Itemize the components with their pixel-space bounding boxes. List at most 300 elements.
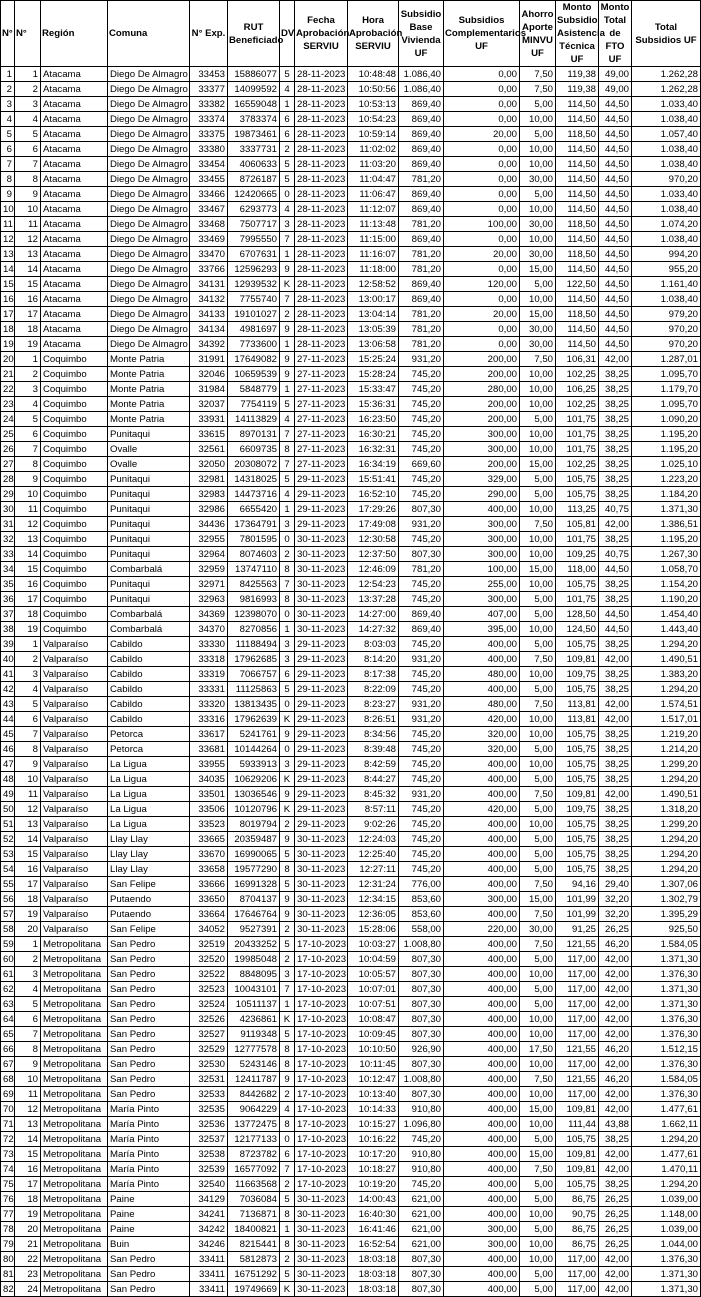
cell-comuna: Ovalle: [108, 442, 190, 457]
cell-fecha: 17-10-2023: [295, 1057, 348, 1072]
cell-ahorro: 5,00: [520, 1222, 556, 1237]
cell-fecha: 30-11-2023: [295, 832, 348, 847]
cell-total: 1.154,20: [632, 577, 701, 592]
cell-fecha: 30-11-2023: [295, 1282, 348, 1297]
cell-dv: 1: [280, 247, 295, 262]
cell-dv: 2: [280, 1177, 295, 1192]
cell-rut: 5243146: [228, 1057, 280, 1072]
table-row: [1, 922, 701, 937]
cell-subsidio-base: 807,30: [399, 967, 444, 982]
cell-subsidio-base: 807,30: [399, 982, 444, 997]
cell-total: 1.294,20: [632, 637, 701, 652]
cell-subsidios-complementarios: 120,00: [444, 277, 520, 292]
cell-comuna: San Felipe: [108, 877, 190, 892]
cell-subsidios-complementarios: 0,00: [444, 142, 520, 157]
cell-exp: 32531: [190, 1072, 228, 1087]
cell-total: 1.294,20: [632, 832, 701, 847]
cell-index: 25: [1, 427, 15, 442]
cell-subsidios-complementarios: 400,00: [444, 997, 520, 1012]
cell-comuna: Diego De Almagro: [108, 277, 190, 292]
cell-fto: 38,25: [599, 592, 632, 607]
cell-exp: 32536: [190, 1117, 228, 1132]
cell-exp: 34134: [190, 322, 228, 337]
cell-fto: 42,00: [599, 787, 632, 802]
cell-fecha: 28-11-2023: [295, 157, 348, 172]
cell-fecha: 29-11-2023: [295, 652, 348, 667]
cell-hora: 16:40:30: [348, 1207, 399, 1222]
cell-dv: 7: [280, 577, 295, 592]
cell-hora: 12:34:15: [348, 892, 399, 907]
cell-index: 30: [1, 502, 15, 517]
cell-ahorro: 5,00: [520, 97, 556, 112]
cell-total: 994,20: [632, 247, 701, 262]
cell-total: 1.038,40: [632, 157, 701, 172]
cell-asistencia-tecnica: 114,50: [556, 142, 599, 157]
cell-comuna: Diego De Almagro: [108, 112, 190, 127]
cell-dv: 1: [280, 502, 295, 517]
table-row: [1, 1057, 701, 1072]
cell-comuna: Punitaqui: [108, 517, 190, 532]
cell-asistencia-tecnica: 102,25: [556, 367, 599, 382]
cell-total: 1.057,40: [632, 127, 701, 142]
cell-subsidio-base: 807,30: [399, 952, 444, 967]
cell-fecha: 30-11-2023: [295, 1267, 348, 1282]
cell-hora: 12:37:50: [348, 547, 399, 562]
cell-region-index: 6: [15, 427, 41, 442]
table-row: [1, 1087, 701, 1102]
cell-ahorro: 10,00: [520, 1207, 556, 1222]
cell-asistencia-tecnica: 105,75: [556, 847, 599, 862]
cell-region: Atacama: [41, 337, 108, 352]
cell-subsidio-base: 745,20: [399, 817, 444, 832]
cell-exp: 33670: [190, 847, 228, 862]
cell-region-index: 3: [15, 97, 41, 112]
cell-hora: 15:51:41: [348, 472, 399, 487]
cell-dv: K: [280, 802, 295, 817]
cell-ahorro: 15,00: [520, 562, 556, 577]
cell-asistencia-tecnica: 114,50: [556, 232, 599, 247]
cell-total: 1.371,30: [632, 502, 701, 517]
cell-fto: 42,00: [599, 997, 632, 1012]
cell-fecha: 28-11-2023: [295, 217, 348, 232]
cell-dv: 8: [280, 592, 295, 607]
cell-fto: 42,00: [599, 982, 632, 997]
cell-fto: 44,50: [599, 337, 632, 352]
cell-rut: 13747110: [228, 562, 280, 577]
cell-region-index: 2: [15, 82, 41, 97]
cell-exp: 33665: [190, 832, 228, 847]
cell-asistencia-tecnica: 118,50: [556, 127, 599, 142]
cell-fecha: 27-11-2023: [295, 442, 348, 457]
cell-ahorro: 5,00: [520, 982, 556, 997]
cell-fecha: 29-11-2023: [295, 787, 348, 802]
cell-hora: 13:04:14: [348, 307, 399, 322]
cell-total: 1.262,28: [632, 67, 701, 82]
cell-region: Coquimbo: [41, 562, 108, 577]
cell-ahorro: 10,00: [520, 712, 556, 727]
cell-asistencia-tecnica: 101,99: [556, 892, 599, 907]
cell-fto: 49,00: [599, 82, 632, 97]
cell-fecha: 17-10-2023: [295, 1087, 348, 1102]
cell-comuna: María Pinto: [108, 1132, 190, 1147]
cell-subsidios-complementarios: 0,00: [444, 292, 520, 307]
cell-region-index: 1: [15, 937, 41, 952]
col-header-dv: DV: [280, 1, 295, 67]
cell-comuna: Cabildo: [108, 652, 190, 667]
cell-index: 10: [1, 202, 15, 217]
cell-ahorro: 10,00: [520, 367, 556, 382]
cell-fto: 44,50: [599, 97, 632, 112]
cell-fto: 42,00: [599, 952, 632, 967]
cell-rut: 19985048: [228, 952, 280, 967]
cell-region-index: 11: [15, 1087, 41, 1102]
cell-subsidio-base: 869,40: [399, 292, 444, 307]
cell-fto: 26,25: [599, 1237, 632, 1252]
cell-rut: 10511137: [228, 997, 280, 1012]
cell-subsidio-base: 869,40: [399, 97, 444, 112]
table-row: [1, 187, 701, 202]
cell-dv: 1: [280, 97, 295, 112]
table-row: [1, 637, 701, 652]
cell-exp: 33658: [190, 862, 228, 877]
cell-index: 56: [1, 892, 15, 907]
cell-region: Atacama: [41, 202, 108, 217]
cell-total: 1.294,20: [632, 772, 701, 787]
cell-subsidios-complementarios: 400,00: [444, 1192, 520, 1207]
cell-fecha: 17-10-2023: [295, 1042, 348, 1057]
cell-region: Atacama: [41, 277, 108, 292]
cell-dv: 7: [280, 982, 295, 997]
cell-dv: 8: [280, 1117, 295, 1132]
cell-fecha: 30-11-2023: [295, 1252, 348, 1267]
cell-region-index: 20: [15, 1222, 41, 1237]
cell-rut: 17364791: [228, 517, 280, 532]
cell-hora: 8:57:11: [348, 802, 399, 817]
cell-index: 6: [1, 142, 15, 157]
cell-rut: 12596293: [228, 262, 280, 277]
cell-region-index: 8: [15, 742, 41, 757]
cell-rut: 10659539: [228, 367, 280, 382]
table-row: [1, 412, 701, 427]
cell-index: 43: [1, 697, 15, 712]
cell-fto: 38,25: [599, 1132, 632, 1147]
cell-subsidios-complementarios: 280,00: [444, 382, 520, 397]
cell-region: Valparaíso: [41, 877, 108, 892]
cell-total: 1.302,79: [632, 892, 701, 907]
table-row: [1, 1267, 701, 1282]
cell-asistencia-tecnica: 91,25: [556, 922, 599, 937]
cell-subsidio-base: 745,20: [399, 682, 444, 697]
cell-hora: 10:07:01: [348, 982, 399, 997]
cell-fto: 42,00: [599, 1267, 632, 1282]
cell-exp: 32981: [190, 472, 228, 487]
cell-fecha: 28-11-2023: [295, 292, 348, 307]
cell-fecha: 27-11-2023: [295, 352, 348, 367]
cell-exp: 33320: [190, 697, 228, 712]
cell-ahorro: 7,50: [520, 67, 556, 82]
cell-total: 1.477,61: [632, 1147, 701, 1162]
cell-dv: 3: [280, 757, 295, 772]
cell-fecha: 29-11-2023: [295, 637, 348, 652]
cell-fecha: 30-11-2023: [295, 622, 348, 637]
cell-ahorro: 5,00: [520, 472, 556, 487]
table-row: [1, 307, 701, 322]
cell-rut: 12398070: [228, 607, 280, 622]
cell-rut: 5933913: [228, 757, 280, 772]
cell-total: 1.262,28: [632, 82, 701, 97]
cell-fecha: 27-11-2023: [295, 427, 348, 442]
cell-fecha: 30-11-2023: [295, 532, 348, 547]
cell-region-index: 2: [15, 652, 41, 667]
cell-exp: 32561: [190, 442, 228, 457]
cell-fto: 44,50: [599, 217, 632, 232]
cell-total: 1.376,30: [632, 1012, 701, 1027]
cell-dv: 5: [280, 157, 295, 172]
cell-hora: 8:23:27: [348, 697, 399, 712]
cell-comuna: Combarbalá: [108, 562, 190, 577]
cell-ahorro: 7,50: [520, 787, 556, 802]
cell-subsidio-base: 931,20: [399, 652, 444, 667]
cell-dv: 4: [280, 82, 295, 97]
cell-dv: 0: [280, 607, 295, 622]
cell-subsidio-base: 776,00: [399, 877, 444, 892]
cell-total: 1.376,30: [632, 1087, 701, 1102]
cell-region: Coquimbo: [41, 367, 108, 382]
cell-region-index: 14: [15, 832, 41, 847]
cell-asistencia-tecnica: 117,00: [556, 982, 599, 997]
cell-subsidios-complementarios: 420,00: [444, 802, 520, 817]
cell-comuna: Diego De Almagro: [108, 307, 190, 322]
cell-comuna: Punitaqui: [108, 472, 190, 487]
cell-subsidio-base: 869,40: [399, 127, 444, 142]
cell-subsidio-base: 869,40: [399, 202, 444, 217]
table-row: [1, 397, 701, 412]
cell-rut: 8704137: [228, 892, 280, 907]
cell-asistencia-tecnica: 109,75: [556, 802, 599, 817]
table-row: [1, 1192, 701, 1207]
cell-dv: 5: [280, 682, 295, 697]
table-row: [1, 1102, 701, 1117]
cell-asistencia-tecnica: 114,50: [556, 262, 599, 277]
cell-exp: 32538: [190, 1147, 228, 1162]
cell-region: Valparaíso: [41, 922, 108, 937]
cell-index: 76: [1, 1192, 15, 1207]
cell-dv: 4: [280, 1102, 295, 1117]
table-row: [1, 877, 701, 892]
cell-rut: 8726187: [228, 172, 280, 187]
cell-hora: 8:26:51: [348, 712, 399, 727]
cell-hora: 13:06:58: [348, 337, 399, 352]
col-header-index: N°: [1, 1, 15, 67]
cell-dv: K: [280, 712, 295, 727]
cell-subsidios-complementarios: 400,00: [444, 1057, 520, 1072]
cell-index: 66: [1, 1042, 15, 1057]
cell-index: 79: [1, 1237, 15, 1252]
cell-subsidio-base: 1.086,40: [399, 67, 444, 82]
table-row: [1, 847, 701, 862]
cell-index: 16: [1, 292, 15, 307]
cell-ahorro: 10,00: [520, 502, 556, 517]
cell-rut: 11188494: [228, 637, 280, 652]
cell-exp: 32050: [190, 457, 228, 472]
cell-asistencia-tecnica: 94,16: [556, 877, 599, 892]
cell-hora: 18:03:18: [348, 1267, 399, 1282]
cell-index: 54: [1, 862, 15, 877]
cell-ahorro: 7,50: [520, 697, 556, 712]
cell-fecha: 29-11-2023: [295, 472, 348, 487]
cell-comuna: Diego De Almagro: [108, 217, 190, 232]
cell-exp: 32535: [190, 1102, 228, 1117]
cell-rut: 3337731: [228, 142, 280, 157]
cell-comuna: María Pinto: [108, 1162, 190, 1177]
cell-region: Valparaíso: [41, 907, 108, 922]
cell-asistencia-tecnica: 101,75: [556, 592, 599, 607]
cell-subsidio-base: 745,20: [399, 772, 444, 787]
cell-hora: 16:41:46: [348, 1222, 399, 1237]
cell-fecha: 28-11-2023: [295, 337, 348, 352]
cell-asistencia-tecnica: 109,81: [556, 1102, 599, 1117]
cell-region-index: 4: [15, 397, 41, 412]
cell-asistencia-tecnica: 109,81: [556, 787, 599, 802]
cell-hora: 13:37:28: [348, 592, 399, 607]
cell-dv: 5: [280, 847, 295, 862]
cell-region: Atacama: [41, 247, 108, 262]
cell-index: 20: [1, 352, 15, 367]
cell-exp: 32520: [190, 952, 228, 967]
cell-comuna: San Pedro: [108, 982, 190, 997]
cell-index: 26: [1, 442, 15, 457]
cell-hora: 10:11:45: [348, 1057, 399, 1072]
cell-fto: 26,25: [599, 1192, 632, 1207]
cell-dv: 1: [280, 1222, 295, 1237]
cell-subsidio-base: 807,30: [399, 1252, 444, 1267]
cell-comuna: María Pinto: [108, 1177, 190, 1192]
cell-index: 4: [1, 112, 15, 127]
cell-subsidios-complementarios: 300,00: [444, 427, 520, 442]
cell-asistencia-tecnica: 117,00: [556, 1087, 599, 1102]
cell-fecha: 27-11-2023: [295, 397, 348, 412]
cell-index: 14: [1, 262, 15, 277]
cell-region: Coquimbo: [41, 457, 108, 472]
table-row: [1, 712, 701, 727]
cell-fto: 38,25: [599, 847, 632, 862]
cell-region: Coquimbo: [41, 502, 108, 517]
cell-asistencia-tecnica: 117,00: [556, 1057, 599, 1072]
cell-fto: 40,75: [599, 547, 632, 562]
cell-index: 70: [1, 1102, 15, 1117]
cell-dv: 1: [280, 382, 295, 397]
cell-total: 1.025,10: [632, 457, 701, 472]
cell-rut: 6293773: [228, 202, 280, 217]
cell-fto: 38,25: [599, 802, 632, 817]
cell-total: 1.195,20: [632, 427, 701, 442]
cell-subsidio-base: 781,20: [399, 172, 444, 187]
cell-subsidios-complementarios: 400,00: [444, 1132, 520, 1147]
cell-total: 979,20: [632, 307, 701, 322]
cell-subsidios-complementarios: 300,00: [444, 547, 520, 562]
cell-index: 53: [1, 847, 15, 862]
cell-total: 1.058,70: [632, 562, 701, 577]
cell-dv: 9: [280, 832, 295, 847]
cell-subsidio-base: 869,40: [399, 187, 444, 202]
cell-fecha: 28-11-2023: [295, 97, 348, 112]
table-row: [1, 127, 701, 142]
cell-comuna: San Pedro: [108, 1282, 190, 1297]
cell-exp: 32522: [190, 967, 228, 982]
cell-region-index: 9: [15, 472, 41, 487]
cell-comuna: Diego De Almagro: [108, 157, 190, 172]
cell-subsidios-complementarios: 400,00: [444, 1252, 520, 1267]
cell-fecha: 17-10-2023: [295, 967, 348, 982]
cell-fecha: 17-10-2023: [295, 1117, 348, 1132]
cell-region-index: 14: [15, 1132, 41, 1147]
table-row: [1, 937, 701, 952]
cell-total: 970,20: [632, 337, 701, 352]
cell-exp: 32526: [190, 1012, 228, 1027]
cell-subsidio-base: 807,30: [399, 502, 444, 517]
cell-region: Metropolitana: [41, 1132, 108, 1147]
table-row: [1, 337, 701, 352]
cell-total: 1.038,40: [632, 112, 701, 127]
cell-ahorro: 7,50: [520, 352, 556, 367]
cell-region: Metropolitana: [41, 1027, 108, 1042]
cell-dv: 9: [280, 727, 295, 742]
cell-region-index: 4: [15, 682, 41, 697]
cell-comuna: San Pedro: [108, 952, 190, 967]
cell-ahorro: 10,00: [520, 547, 556, 562]
cell-subsidio-base: 745,20: [399, 577, 444, 592]
cell-asistencia-tecnica: 101,75: [556, 442, 599, 457]
cell-subsidio-base: 621,00: [399, 1237, 444, 1252]
cell-index: 60: [1, 952, 15, 967]
cell-region: Metropolitana: [41, 1057, 108, 1072]
cell-comuna: San Pedro: [108, 937, 190, 952]
cell-comuna: Diego De Almagro: [108, 67, 190, 82]
cell-fecha: 17-10-2023: [295, 1012, 348, 1027]
cell-index: 80: [1, 1252, 15, 1267]
cell-subsidio-base: 931,20: [399, 712, 444, 727]
cell-region-index: 1: [15, 637, 41, 652]
cell-asistencia-tecnica: 109,81: [556, 1147, 599, 1162]
cell-total: 1.033,40: [632, 187, 701, 202]
cell-ahorro: 5,00: [520, 1177, 556, 1192]
cell-ahorro: 10,00: [520, 232, 556, 247]
cell-comuna: Paine: [108, 1222, 190, 1237]
cell-index: 17: [1, 307, 15, 322]
cell-subsidios-complementarios: 300,00: [444, 532, 520, 547]
cell-dv: 3: [280, 517, 295, 532]
cell-comuna: Punitaqui: [108, 502, 190, 517]
cell-index: 35: [1, 577, 15, 592]
cell-hora: 11:13:48: [348, 217, 399, 232]
cell-region: Atacama: [41, 322, 108, 337]
table-row: [1, 457, 701, 472]
cell-hora: 10:59:14: [348, 127, 399, 142]
cell-exp: 33331: [190, 682, 228, 697]
cell-fecha: 17-10-2023: [295, 1147, 348, 1162]
cell-region: Coquimbo: [41, 517, 108, 532]
cell-region-index: 11: [15, 787, 41, 802]
cell-index: 24: [1, 412, 15, 427]
cell-exp: 32523: [190, 982, 228, 997]
cell-region: Atacama: [41, 232, 108, 247]
cell-region-index: 9: [15, 1057, 41, 1072]
cell-total: 1.038,40: [632, 232, 701, 247]
cell-hora: 12:31:24: [348, 877, 399, 892]
cell-region: Coquimbo: [41, 472, 108, 487]
cell-subsidio-base: 910,80: [399, 1147, 444, 1162]
cell-hora: 11:15:00: [348, 232, 399, 247]
